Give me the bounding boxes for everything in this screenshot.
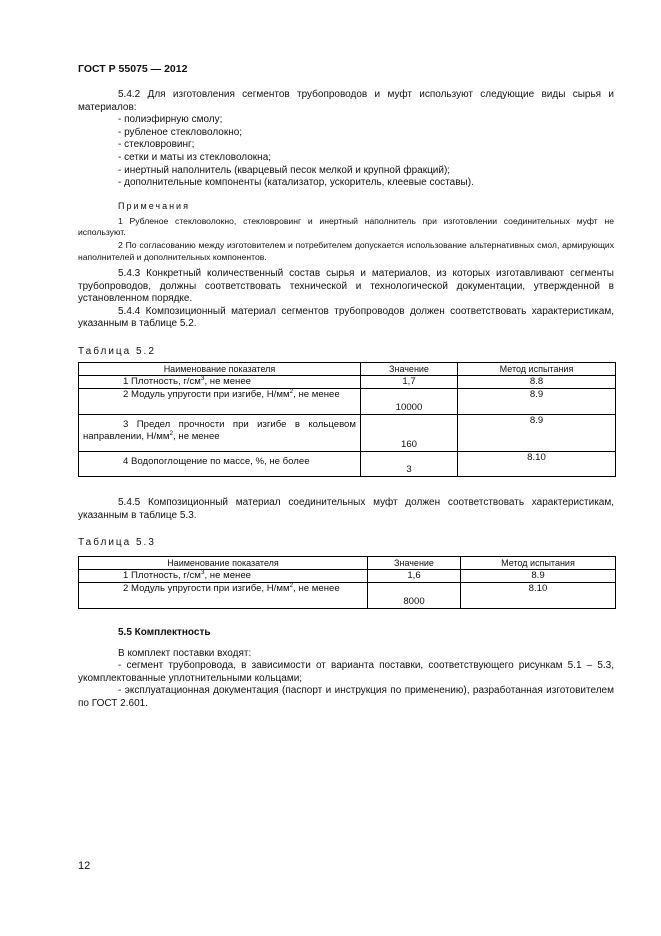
indicator-name: 1 Плотность, $г/см^3$, не менее bbox=[79, 570, 368, 583]
material-item: - стекловровинг; bbox=[118, 139, 195, 151]
column-header: Значение bbox=[361, 363, 458, 376]
table-row bbox=[79, 376, 616, 389]
delivery-item: - сегмент трубопровода, в зависимости от варианта поставки, соответствующего рисункам 5.1 – 5.3, укомплектованные уплотнительными кольцами; bbox=[78, 660, 614, 684]
column-header: Значение bbox=[368, 557, 461, 570]
indicator-name: 3 Предел прочности при изгибе в кольцевом направлении, $Н/мм^2$, не менее bbox=[79, 415, 361, 452]
section-5-4-2-intro: 5.4.2 Для изготовления сегментов трубопроводов и муфт используют следующие виды сырья и материалов: bbox=[78, 89, 614, 113]
notes-body bbox=[78, 216, 614, 263]
material-item: - рубленое стекловолокно; bbox=[118, 126, 243, 138]
test-method: 8.9 bbox=[461, 570, 616, 583]
column-header: Метод испытания bbox=[458, 363, 616, 376]
delivery-item: - эксплуатационная документация (паспорт и инструкция по применению), разработанная изготовителем по ГОСТ 2.601. bbox=[78, 685, 614, 709]
table-row bbox=[79, 389, 616, 415]
column-header: Наименование показателя bbox=[79, 363, 361, 376]
material-item: - инертный наполнитель (кварцевый песок мелкой и крупной фракций); bbox=[118, 164, 451, 176]
indicator-name: 2 Модуль упругости при изгибе, $Н/мм^2$, не менее bbox=[79, 389, 361, 415]
section-5-5-title: 5.5 Комплектность bbox=[118, 627, 211, 638]
material-item: - дополнительные компоненты (катализатор, ускоритель, клеевые составы). bbox=[118, 177, 474, 189]
table-header-row bbox=[79, 363, 616, 376]
table-row bbox=[79, 583, 616, 609]
material-item: - полиэфирную смолу; bbox=[118, 114, 223, 126]
indicator-value: 3 bbox=[361, 452, 458, 477]
note-1: 1 Рубленое стекловолокно, стекловровинг и инертный наполнитель при изготовлении соединительных муфт не используют. bbox=[78, 216, 614, 238]
section-5-4-5 bbox=[78, 497, 614, 522]
note-2: 2 По согласованию между изготовителем и потребителем допускается использование альтернативных смол, армирующих наполнителей и дополнительных компонентов. bbox=[78, 240, 614, 262]
indicator-value: 8000 bbox=[368, 583, 461, 609]
column-header: Метод испытания bbox=[461, 557, 616, 570]
section-5-5 bbox=[78, 627, 614, 711]
section-5-4-2 bbox=[78, 89, 614, 190]
indicator-value: 10000 bbox=[361, 389, 458, 415]
page-number: 12 bbox=[78, 860, 91, 872]
document-header: ГОСТ Р 55075 — 2012 bbox=[78, 63, 188, 75]
indicator-value: 1,7 bbox=[361, 376, 458, 389]
table-5-3 bbox=[78, 556, 616, 609]
table-5-2 bbox=[78, 362, 616, 477]
indicator-value: 1,6 bbox=[368, 570, 461, 583]
indicator-name: 2 Модуль упругости при изгибе, $Н/мм^2$, не менее bbox=[79, 583, 368, 609]
section-5-4-5-text: 5.4.5 Композиционный материал соединительных муфт должен соответствовать характеристикам, указанным в таблице 5.3. bbox=[78, 497, 614, 521]
indicator-value: 160 bbox=[361, 415, 458, 452]
table-header-row bbox=[79, 557, 616, 570]
table-row bbox=[79, 415, 616, 452]
table-row bbox=[79, 452, 616, 477]
test-method: 8.8 bbox=[458, 376, 616, 389]
column-header: Наименование показателя bbox=[79, 557, 368, 570]
table-row bbox=[79, 570, 616, 583]
test-method: 8.9 bbox=[458, 415, 616, 452]
section-5-4-3-text: 5.4.3 Конкретный количественный состав сырья и материалов, из которых изготавливают сегменты трубопроводов, должны соответствовать технической и технологической документации, утвержденной в установленном порядке. bbox=[78, 268, 614, 305]
table-5-3-caption: Таблица 5.3 bbox=[78, 537, 156, 548]
notes-block bbox=[78, 200, 614, 213]
table-5-2-caption: Таблица 5.2 bbox=[78, 346, 156, 357]
test-method: 8.9 bbox=[458, 389, 616, 415]
section-5-4-3 bbox=[78, 268, 614, 331]
material-item: - сетки и маты из стекловолокна; bbox=[118, 151, 272, 163]
test-method: 8.10 bbox=[461, 583, 616, 609]
indicator-name: 4 Водопоглощение по массе, %, не более bbox=[79, 452, 361, 477]
section-5-4-4-text: 5.4.4 Композиционный материал сегментов трубопроводов должен соответствовать характеристикам, указанным в таблице 5.2. bbox=[78, 305, 614, 330]
section-5-5-intro: В комплект поставки входят: bbox=[118, 647, 252, 659]
notes-title: Примечания bbox=[118, 201, 190, 211]
test-method: 8.10 bbox=[458, 452, 616, 477]
indicator-name: 1 Плотность, $г/см^3$, не менее bbox=[79, 376, 361, 389]
